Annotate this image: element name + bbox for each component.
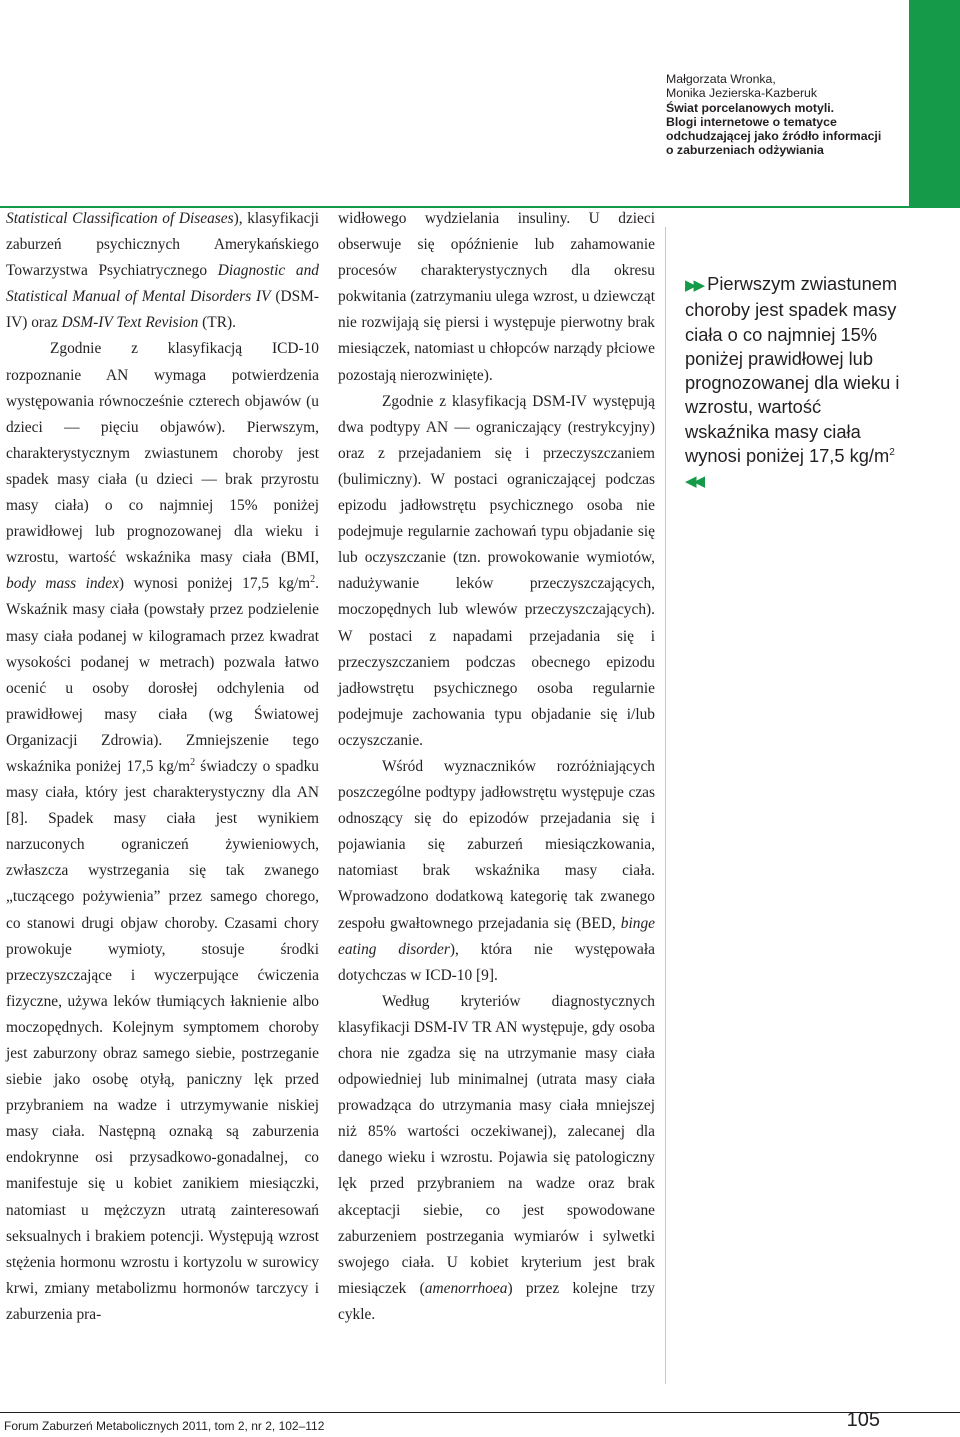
footer-rule — [0, 1412, 960, 1413]
paragraph: Wśród wyznaczników rozróżniających poszczególne podtypy jadłowstrętu występuje czas odnoszący się do epizodów przejadania się i pojawiania się zaburzeń miesiączkowania, natomiast brak wskaźnika masy ciała. Wprowadzono dodatkową kategorię tak zwanego zespołu gwałtownego przejadania się (BED, binge eating disorder), która nie występowała dotychczas w ICD-10 [9]. — [338, 757, 655, 984]
journal-citation: Forum Zaburzeń Metabolicznych 2011, tom 2, nr 2, 102–112 — [4, 1419, 325, 1433]
column-divider — [665, 227, 666, 1384]
page-number: 105 — [846, 1409, 880, 1431]
header-title-2: Blogi internetowe o tematyce — [666, 114, 837, 129]
paragraph: widłowego wydzielania insuliny. U dzieci obserwuje się opóźnienie lub zahamowanie procesów charakterystycznych dla okresu pokwitania (zatrzymaniu ulega wzrost, u dziewcząt nie rozwijają się piersi i występuje pierwotny brak miesiączek, natomiast u chłopców narządy płciowe pozostają nierozwinięte). — [338, 210, 655, 384]
header-title-3: odchudzającej jako źródło informacji — [666, 129, 882, 144]
pull-quote: ▶▶ Pierwszym zwiastunem choroby jest spadek masy ciała o co najmniej 15% poniżej prawidłowej lub prognozowanej dla wieku i wzrostu, wartość wskaźnika masy ciała wynosi poniżej 17,5 $kg/m^2$ ◀◀ — [685, 273, 900, 491]
pull-quote-text: Pierwszym zwiastunem choroby jest spadek masy ciała o co najmniej 15% poniżej prawidłowej lub prognozowanej dla wieku i wzrostu, wartość wskaźnika masy ciała wynosi poniżej 17,5 kg/m — [685, 273, 900, 467]
header-title-1: Świat porcelanowych motyli. — [666, 100, 835, 115]
header-authors-1: Małgorzata Wronka, — [666, 72, 776, 86]
header-authors-2: Monika Jezierska-Kazberuk — [666, 86, 818, 101]
header-title-4: o zaburzeniach odżywiania — [666, 143, 824, 158]
paragraph: Zgodnie z klasyfikacją ICD-10 rozpoznanie AN wymaga potwierdzenia występowania równocześnie czterech objawów (u dzieci — pięciu objawów). Pierwszym, charakterystycznym zwiastunem choroby jest spadek masy ciała (u dzieci — brak przyrostu masy ciała) o co najmniej 15% poniżej prawidłowej lub prognozowanej dla wieku i wzrostu, wartość wskaźnika masy ciała (BMI, body mass index) wynosi poniżej 17,5 $kg/m^2$. Wskaźnik masy ciała (powstały przez podzielenie masy ciała podanej w kilogramach przez kwadrat wysokości podanej w metrach) pozwala łatwo ocenić u osoby dorosłej odchylenia od prawidłowej masy ciała (wg Światowej Organizacji Zdrowia). Zmniejszenie tego wskaźnika poniżej 17,5 $kg/m^2$ świadczy o spadku masy ciała, który jest charakterystyczny dla AN [8]. Spadek masy ciała jest wynikiem narzuconych ograniczeń żywieniowych, zwłaszcza wystrzegania się tak zwanego „tuczącego pożywienia” przez samego chorego, co stanowi drugi objaw choroby. Czasami chory prowokuje wymioty, stosuje środki przeczyszczające i wyczerpujące ćwiczenia fizyczne, używa leków tłumiących łaknienie albo moczopędnych. Kolejnym symptomem choroby jest zaburzony obraz samego siebie, postrzeganie siebie jako osobę otyłą, paniczny lęk przed przybraniem na wadze i utrzymywanie niskiej masy ciała. Następną oznaką są zaburzenia endokrynne osi przysadkowo-gonadalnej, co manifestuje się u kobiet zanikiem miesiączki, natomiast u mężczyzn utratą zainteresowań seksualnych i brakiem potencji. Występują wzrost stężenia hormonu wzrostu i kortyzolu w surowicy krwi, zmiany metabolizmu hormonów tarczycy i zaburzenia pra- — [6, 340, 320, 1323]
text-column-left — [6, 206, 319, 1328]
paragraph: Zgodnie z klasyfikacją DSM-IV występują dwa podtypy AN — ograniczający (restrykcyjny) oraz z przejadaniem się i przeczyszczaniem (bulimiczny). W postaci ograniczającej podczas epizodu jadłowstrętu psychicznego osoba nie podejmuje regularnie zachowań typu objadanie się lub oczyszczanie (tzn. prowokowanie wymiotów, nadużywanie leków przeczyszczających, moczopędnych lub wlewów przeczyszczających). W postaci z napadami przejadania się i przeczyszczaniem podczas obecnego epizodu jadłowstrętu psychicznego osoba regularnie podejmuje zachowania typu objadanie się i/lub oczyszczanie. — [338, 392, 655, 749]
running-header — [666, 72, 906, 158]
double-arrow-left-icon: ◀◀ — [685, 473, 703, 491]
section-tab — [909, 0, 960, 206]
paragraph: Według kryteriów diagnostycznych klasyfikacji DSM-IV TR AN występuje, gdy osoba chora nie zgadza się na utrzymanie masy ciała odpowiedniej lub minimalnej (utrata masy ciała prowadząca do utrzymania masy ciała mniejszej niż 85% wartości oczekiwanej), zalecanej dla danego wieku i wzrostu. Pojawia się patologiczny lęk przed przybraniem na wadze oraz brak akceptacji siebie, co jest spowodowane zaburzeniem postrzegania wymiarów i sylwetki swojego ciała. U kobiet kryterium jest brak miesiączek (amenorrhoea) przez kolejne trzy cykle. — [338, 992, 655, 1323]
double-arrow-right-icon: ▶▶ — [685, 277, 703, 294]
paragraph: Statistical Classification of Diseases), klasyfikacji zaburzeń psychicznych Amerykańskiego Towarzystwa Psychiatrycznego Diagnostic and Statistical Manual of Mental Disorders IV (DSM-IV) oraz DSM-IV Text Revision (TR). — [6, 210, 319, 332]
text-column-middle — [338, 206, 655, 1328]
